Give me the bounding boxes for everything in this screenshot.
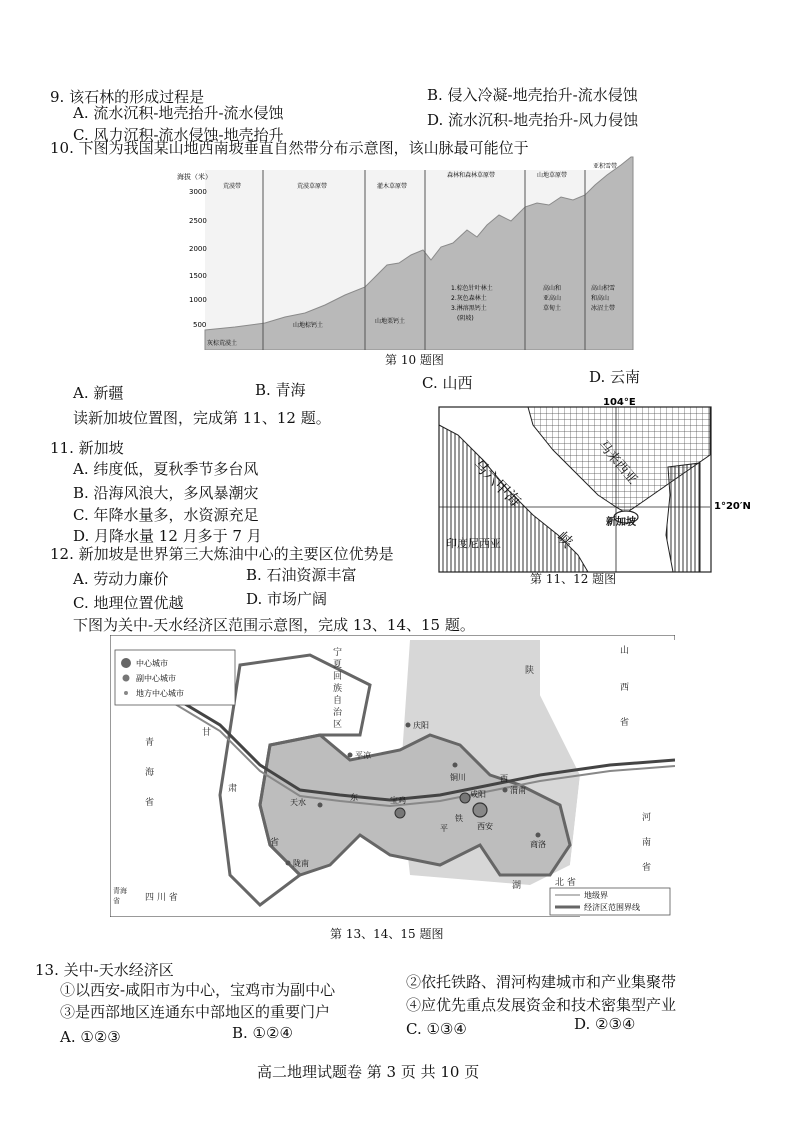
label-ningxia-2: 夏 [333, 660, 343, 670]
soil-6b: 和高山 [591, 295, 610, 302]
soil-6a: 高山积雪 [591, 285, 616, 292]
q12-option-b: B. 石油资源丰富 [246, 566, 357, 584]
q10-option-b: B. 青海 [255, 381, 306, 399]
q11-option-a: A. 纬度低，夏秋季节多台风 [73, 460, 259, 478]
soil-5c: 草甸土 [543, 305, 562, 312]
guanzhong-map-svg [110, 635, 675, 917]
lat-label: 1°20′N [714, 501, 751, 512]
label-gansu-3: 省 [270, 838, 280, 848]
label-hubei-2: 北 省 [555, 878, 576, 888]
city-qingyang: 庆阳 [413, 721, 429, 730]
q10-option-c: C. 山西 [422, 374, 473, 392]
strait-label-2: 峡 [553, 528, 577, 552]
legend-local-center: 地方中心城市 [136, 689, 184, 698]
label-qinghai-1: 青 [145, 738, 155, 748]
label-qinghai-2: 海 [145, 768, 155, 778]
ytick-2500: 2500 [189, 217, 207, 225]
label-ningxia-6: 治 [333, 708, 343, 718]
ytick-3000: 3000 [189, 188, 207, 196]
legend-sub-center: 副中心城市 [136, 674, 176, 683]
label-hubei-1: 湖 [512, 881, 522, 891]
label-ningxia-7: 区 [333, 720, 343, 730]
q9-option-b: B. 侵入冷凝-地壳抬升-流水侵蚀 [427, 86, 638, 104]
ytick-1500: 1500 [189, 272, 207, 280]
label-henan-1: 河 [642, 813, 652, 823]
vertical-zonation-svg [175, 155, 635, 350]
belt-forest: 森林和森林草原带 [447, 172, 496, 179]
fig10-caption: 第 10 题图 [385, 353, 444, 367]
singapore-map-svg [438, 395, 758, 590]
city-tianshui: 天水 [290, 798, 306, 807]
city-longnan: 陇南 [293, 859, 309, 868]
q13-choice-c: C. ①③④ [406, 1020, 467, 1038]
legend-center-city: 中心城市 [136, 659, 168, 668]
q13-choice-d: D. ②③④ [574, 1015, 636, 1033]
q10-option-a: A. 新疆 [73, 384, 124, 402]
ytick-2000: 2000 [189, 245, 207, 253]
label-dong: 东 [350, 793, 358, 802]
label-ningxia-5: 自 [333, 696, 343, 706]
label-henan-3: 省 [642, 863, 652, 873]
label-gansu-2: 肃 [228, 784, 238, 794]
city-baoji: 宝鸡 [390, 796, 406, 805]
label-tie: 铁 [455, 814, 463, 823]
label-henan-2: 南 [642, 838, 652, 848]
strait-label-1: 马六甲海 [469, 455, 525, 511]
label-qinghai-s1: 青海 [113, 887, 127, 895]
label-sichuan: 四 川 省 [145, 893, 178, 903]
city-xian: 西安 [477, 822, 493, 831]
label-ningxia-1: 宁 [333, 648, 343, 658]
singapore-label: 新加坡 [606, 517, 636, 528]
map13-caption: 第 13、14、15 题图 [330, 927, 444, 941]
label-gansu-1: 甘 [202, 728, 212, 738]
soil-3: 山地栗钙土 [375, 318, 406, 325]
q9-option-d: D. 流水沉积-地壳抬升-风力侵蚀 [427, 111, 639, 129]
ytick-500: 500 [193, 321, 207, 329]
q11-option-b: B. 沿海风浪大，多风暴潮灾 [73, 484, 259, 502]
q13-choice-b: B. ①②④ [232, 1024, 293, 1042]
q13-stem: 13. 关中-天水经济区 [35, 961, 174, 979]
q9-option-a: A. 流水沉积-地壳抬升-流水侵蚀 [73, 104, 284, 122]
q12-option-c: C. 地理位置优越 [73, 594, 184, 612]
label-shanxi-2: 西 [620, 683, 630, 693]
q12-stem: 12. 新加坡是世界第三大炼油中心的主要区位优势是 [50, 545, 394, 563]
q9-option-c: C. 风力沉积-流水侵蚀-地壳抬升 [73, 126, 284, 144]
y-axis-label: 海拔（米） [177, 173, 212, 181]
label-xi: 西 [500, 774, 508, 783]
intro-11-12: 读新加坡位置图，完成第 11、12 题。 [73, 409, 331, 427]
q12-option-d: D. 市场广阔 [246, 590, 328, 608]
legend-boundary: 地级界 [584, 891, 608, 900]
belt-mountain-steppe: 山地草原带 [537, 172, 568, 179]
q11-option-d: D. 月降水量 12 月多于 7 月 [73, 527, 262, 545]
malaysia-label: 马来西亚 [594, 437, 640, 488]
label-qinghai-3: 省 [145, 798, 155, 808]
label-shanxi-3: 省 [620, 718, 630, 728]
soil-1: 灰棕荒漠土 [207, 340, 238, 347]
q10-option-d: D. 云南 [589, 368, 641, 386]
label-ningxia-4: 族 [333, 684, 343, 694]
city-xianyang: 咸阳 [470, 790, 486, 799]
label-ningxia-3: 回 [333, 672, 343, 682]
label-shanxi-1: 山 [620, 646, 630, 656]
guanzhong-map [110, 635, 675, 917]
q9-stem: 9. 该石林的形成过程是 [50, 88, 205, 106]
city-pingliang: 平凉 [355, 751, 371, 760]
indonesia-label: 印度尼西亚 [446, 537, 501, 550]
singapore-map [438, 395, 758, 590]
city-shangluo: 商洛 [530, 840, 546, 849]
page-footer: 高二地理试题卷 第 3 页 共 10 页 [257, 1063, 480, 1081]
vertical-zonation-figure [175, 155, 635, 350]
label-ping: 平 [440, 824, 448, 833]
soil-4a: 1.棕色针叶林土 [451, 285, 493, 292]
legend-region: 经济区范围界线 [584, 903, 640, 912]
belt-subnival: 亚积雪带 [593, 163, 618, 170]
soil-4b: 2.灰色森林土 [451, 295, 487, 302]
q11-stem: 11. 新加坡 [50, 439, 124, 457]
map11-caption: 第 11、12 题图 [530, 572, 617, 586]
lon-label: 104°E [603, 397, 636, 408]
intro-13-15: 下图为关中-天水经济区范围示意图，完成 13、14、15 题。 [73, 616, 475, 634]
q11-option-c: C. 年降水量多，水资源充足 [73, 506, 259, 524]
q12-option-a: A. 劳动力廉价 [73, 570, 169, 588]
q13-option-1: ①以西安-咸阳市为中心，宝鸡市为副中心 [60, 981, 336, 999]
q13-option-4: ④应优先重点发展资金和技术密集型产业 [406, 996, 677, 1014]
city-tongchuan: 铜川 [450, 773, 466, 782]
belt-desert-steppe: 荒漠草原带 [297, 183, 328, 190]
label-qinghai-s2: 省 [113, 897, 120, 905]
q13-option-3: ③是西部地区连通东中部地区的重要门户 [60, 1003, 331, 1021]
soil-6c: 冰沼土带 [591, 305, 616, 312]
belt-shrub-steppe: 灌木草原带 [377, 183, 408, 190]
q10-stem: 10. 下图为我国某山地西南坡垂直自然带分布示意图，该山脉最可能位于 [50, 139, 529, 157]
q13-option-2: ②依托铁路、渭河构建城市和产业集聚带 [406, 973, 677, 991]
ytick-1000: 1000 [189, 296, 207, 304]
q13-choice-a: A. ①②③ [60, 1028, 121, 1046]
label-shaanxi: 陕 [525, 666, 535, 676]
soil-5a: 高山和 [543, 285, 562, 292]
soil-4c: 3.淋溶黑钙土 [451, 305, 487, 312]
soil-4d: (阴坡) [457, 315, 474, 322]
soil-2: 山地棕钙土 [293, 322, 324, 329]
city-weinan: 渭南 [510, 786, 526, 795]
soil-5b: 亚高山 [543, 295, 562, 302]
belt-desert: 荒漠带 [223, 183, 242, 190]
